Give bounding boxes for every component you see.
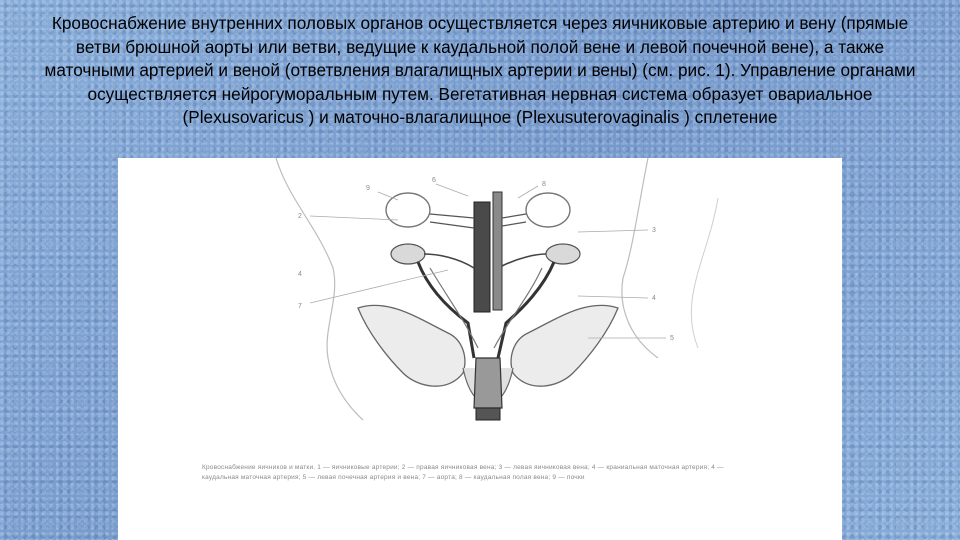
- body-outline-left: [276, 158, 363, 420]
- right-ovary: [391, 244, 425, 264]
- body-outline-far-right: [691, 198, 718, 348]
- aorta: [474, 202, 490, 312]
- left-ovary: [546, 244, 580, 264]
- label-6: 6: [432, 177, 436, 184]
- label-3: 3: [652, 227, 656, 234]
- ovarian-artery-left: [502, 254, 546, 266]
- left-kidney: [526, 193, 570, 227]
- vulva: [476, 408, 500, 420]
- caudal-vena-cava: [493, 192, 502, 310]
- body-outline-right: [622, 158, 658, 358]
- label-9: 9: [366, 185, 370, 192]
- label-5: 5: [670, 335, 674, 342]
- ovarian-artery-right: [424, 254, 474, 268]
- label-4-left: 4: [298, 271, 302, 278]
- vaginal-canal: [474, 358, 502, 408]
- label-4-right: 4: [652, 295, 656, 302]
- figure-caption: Кровоснабжение яичников и матки. 1 — яичниковые артерии; 2 — правая яичниковая вена; 3 — левая яичниковая вена; 4 — краниальная маточная артерия; 4 — каудальная маточная артерия; 5 — левая почечная артерия и вена; 7 — аорта; 8 — каудальная полая вена; 9 — почки: [202, 464, 724, 481]
- label-7: 7: [298, 303, 302, 310]
- label-2: 2: [298, 213, 302, 220]
- label-8: 8: [542, 181, 546, 188]
- slide-text: Кровоснабжение внутренних половых органов осуществляется через яичниковые артерию и вену (прямые ветви брюшной аорты или ветви, ведущие к каудальной полой вене и левой почечной вене), а также маточными артерией и веной (ответвления влагалищных артерии и вены) (см. рис. 1). Управление органами осуществляется нейрогуморальным путем. Вегетативная нервная система образует овариальное (Plexusovaricus ) и маточно-влагалищное (Plexusuterovaginalis ) сплетение: [44, 13, 916, 128]
- anatomy-figure: [118, 158, 842, 540]
